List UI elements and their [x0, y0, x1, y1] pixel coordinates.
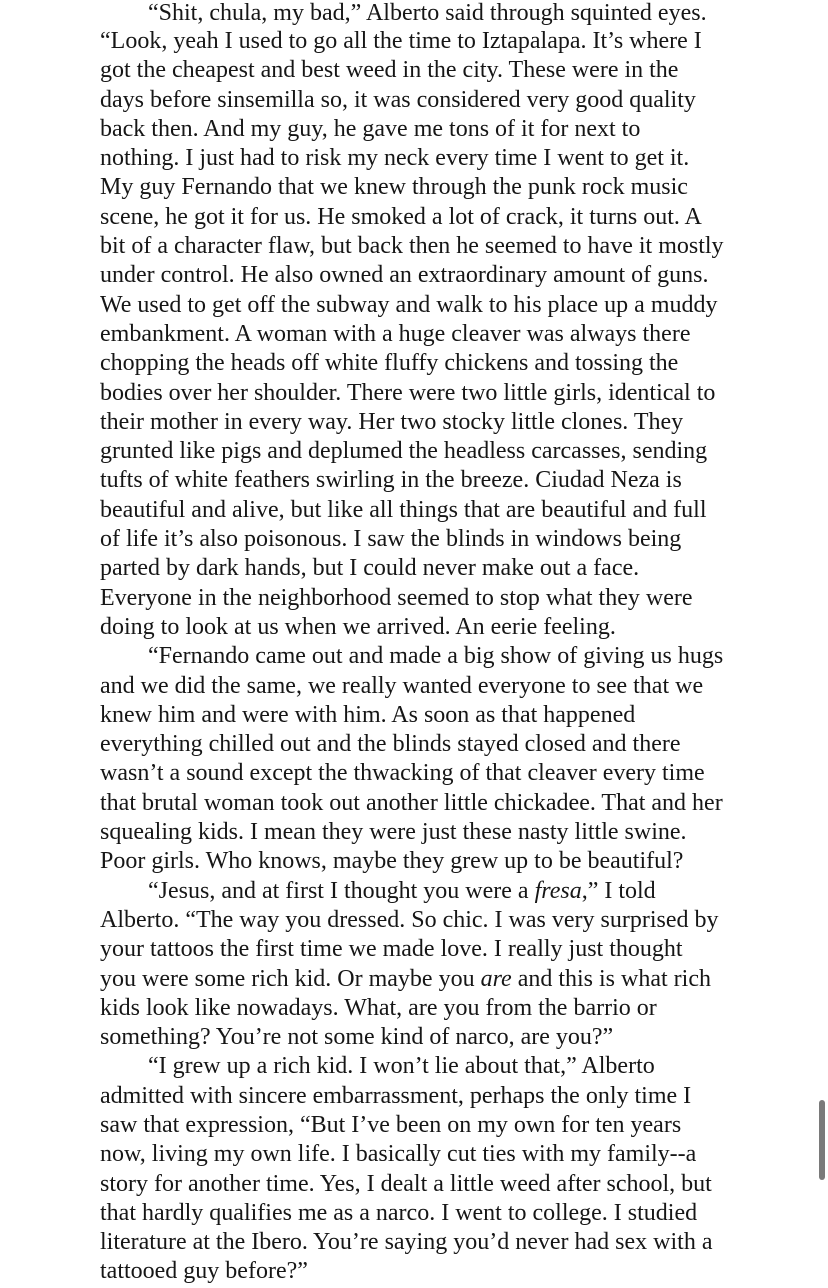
text-line — [100, 613, 760, 642]
text-run: embankment. A woman with a huge cleaver was always there — [100, 320, 691, 347]
text-line — [100, 261, 760, 290]
text-line — [100, 1111, 760, 1140]
text-line — [100, 496, 760, 525]
text-run: wasn’t a sound except the thwacking of that cleaver every time — [100, 760, 705, 787]
text-line — [100, 525, 760, 554]
text-run: tattooed guy before?” — [100, 1258, 308, 1285]
text-line — [100, 965, 760, 994]
text-line — [100, 437, 760, 466]
text-run: “Shit, chula, my bad,” Alberto said through squinted eyes. — [148, 0, 707, 26]
text-line — [100, 379, 760, 408]
text-line — [100, 349, 760, 378]
text-run: you were some rich kid. Or maybe you — [100, 965, 481, 992]
text-run: bit of a character flaw, but back then he seemed to have it mostly — [100, 233, 724, 260]
text-run: Poor girls. Who knows, maybe they grew up to be beautiful? — [100, 848, 684, 875]
text-run: days before sinsemilla so, it was considered very good quality — [100, 86, 696, 113]
text-run: scene, he got it for us. He smoked a lot of crack, it turns out. A — [100, 203, 702, 230]
text-run: that hardly qualifies me as a narco. I went to college. I studied — [100, 1199, 698, 1226]
text-line — [100, 789, 760, 818]
text-line — [100, 847, 760, 876]
text-run: saw that expression, “But I’ve been on my own for ten years — [100, 1111, 682, 1138]
text-run: and this is what rich — [511, 965, 711, 992]
text-run: story for another time. Yes, I dealt a little weed after school, but — [100, 1170, 712, 1197]
text-line — [100, 0, 760, 27]
text-line — [100, 1199, 760, 1228]
text-run: “Fernando came out and made a big show of giving us hugs — [148, 643, 724, 670]
text-line — [100, 554, 760, 583]
paragraph — [100, 642, 760, 876]
text-line — [100, 877, 760, 906]
text-run: parted by dark hands, but I could never make out a face. — [100, 555, 640, 582]
text-run: knew him and were with him. As soon as that happened — [100, 701, 636, 728]
text-run: bodies over her shoulder. There were two little girls, identical to — [100, 379, 716, 406]
text-line — [100, 759, 760, 788]
text-line — [100, 730, 760, 759]
text-line — [100, 173, 760, 202]
text-run: literature at the Ibero. You’re saying you’d never had sex with a — [100, 1229, 713, 1256]
text-line — [100, 1228, 760, 1257]
text-run: chopping the heads off white fluffy chickens and tossing the — [100, 350, 679, 377]
text-run: grunted like pigs and deplumed the headless carcasses, sending — [100, 438, 708, 465]
text-run: We used to get off the subway and walk to his place up a muddy — [100, 291, 718, 318]
text-run: doing to look at us when we arrived. An eerie feeling. — [100, 613, 616, 640]
text-run: tufts of white feathers swirling in the breeze. Ciudad Neza is — [100, 467, 682, 494]
text-run: everything chilled out and the blinds stayed closed and there — [100, 731, 681, 758]
text-run: “Jesus, and at first I thought you were a — [148, 877, 535, 904]
text-run: of life it’s also poisonous. I saw the blinds in windows being — [100, 526, 682, 553]
text-line — [100, 1082, 760, 1111]
text-line — [100, 906, 760, 935]
text-line — [100, 203, 760, 232]
text-line — [100, 642, 760, 671]
text-line — [100, 1052, 760, 1081]
scrollbar-thumb[interactable] — [819, 1100, 825, 1180]
text-line — [100, 144, 760, 173]
text-line — [100, 466, 760, 495]
text-line — [100, 27, 760, 56]
text-run: beautiful and alive, but like all things that are beautiful and full — [100, 496, 707, 523]
text-run: “Look, yeah I used to go all the time to Iztapalapa. It’s where I — [100, 28, 702, 54]
text-line — [100, 818, 760, 847]
paragraph — [100, 1052, 760, 1286]
text-line — [100, 672, 760, 701]
text-line — [100, 86, 760, 115]
text-run: kids look like nowadays. What, are you from the barrio or — [100, 994, 657, 1021]
text-line — [100, 232, 760, 261]
italic-text: fresa — [534, 877, 582, 904]
text-line — [100, 701, 760, 730]
text-run: “I grew up a rich kid. I won’t lie about that,” Alberto — [148, 1053, 655, 1080]
text-run: your tattoos the first time we made love. I really just thought — [100, 936, 683, 963]
text-run: ,” I told — [581, 877, 656, 904]
text-run: My guy Fernando that we knew through the punk rock music — [100, 174, 688, 201]
text-run: under control. He also owned an extraordinary amount of guns. — [100, 262, 709, 289]
scrollbar[interactable] — [816, 0, 828, 1288]
text-run: and we did the same, we really wanted everyone to see that we — [100, 672, 704, 699]
text-line — [100, 1257, 760, 1286]
text-run: back then. And my guy, he gave me tons of it for next to — [100, 115, 641, 142]
text-line — [100, 291, 760, 320]
text-run: that brutal woman took out another little chickadee. That and her — [100, 789, 723, 816]
paragraph — [100, 0, 760, 642]
text-line — [100, 1023, 760, 1052]
text-line — [100, 584, 760, 613]
text-run: now, living my own life. I basically cut ties with my family--a — [100, 1141, 697, 1168]
document-page — [100, 0, 760, 1287]
text-run: admitted with sincere embarrassment, perhaps the only time I — [100, 1082, 692, 1109]
text-line — [100, 935, 760, 964]
text-line — [100, 56, 760, 85]
text-line — [100, 115, 760, 144]
text-line — [100, 1170, 760, 1199]
text-run: nothing. I just had to risk my neck every time I went to get it. — [100, 145, 690, 172]
italic-text: are — [480, 965, 512, 992]
text-run: Everyone in the neighborhood seemed to stop what they were — [100, 584, 693, 611]
text-run: got the cheapest and best weed in the city. These were in the — [100, 57, 679, 84]
text-run: squealing kids. I mean they were just these nasty little swine. — [100, 819, 687, 846]
text-run: Alberto. “The way you dressed. So chic. I was very surprised by — [100, 906, 719, 933]
text-line — [100, 994, 760, 1023]
text-run: something? You’re not some kind of narco, are you?” — [100, 1024, 614, 1051]
text-line — [100, 408, 760, 437]
paragraph — [100, 877, 760, 1053]
text-run: their mother in every way. Her two stocky little clones. They — [100, 408, 684, 435]
text-line — [100, 1140, 760, 1169]
text-line — [100, 320, 760, 349]
